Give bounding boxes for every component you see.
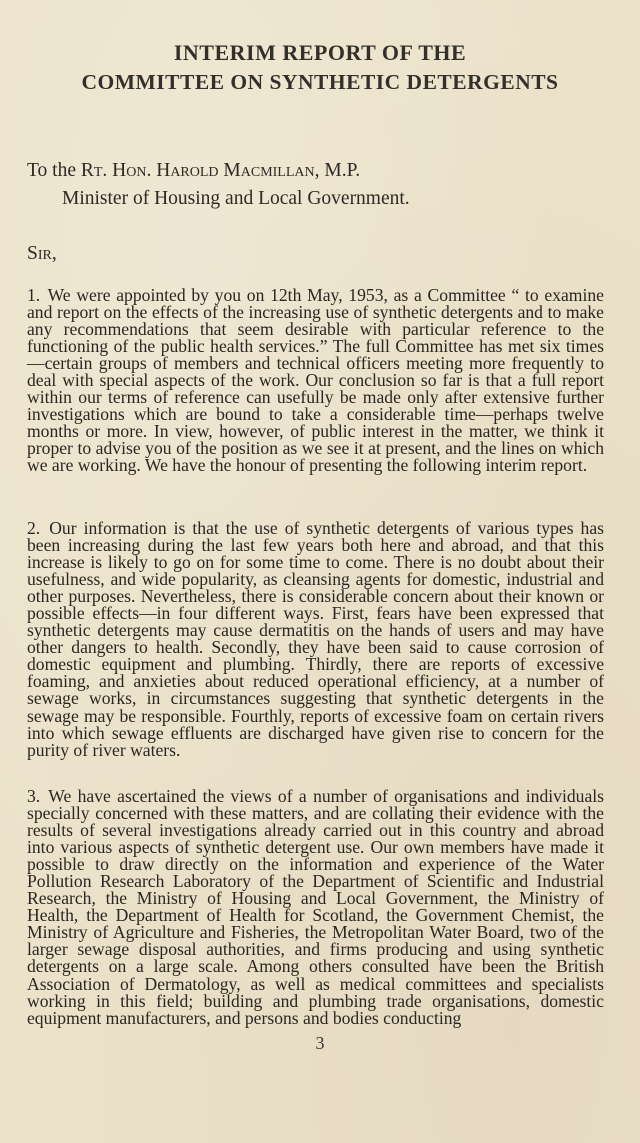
paragraph-1 [27, 287, 604, 475]
report-title-line-2: COMMITTEE ON SYNTHETIC DETERGENTS [81, 70, 559, 94]
paragraph-number: 2. [27, 518, 41, 538]
paragraph-text: We have ascertained the views of a number of organisations and individuals specially concerned with these matters, and are collating their evidence with the results of several investigations already carried out in this country and abroad into various aspects of synthetic detergent use. Our own members have made it possible to draw directly on the information and experience of the Water Pollution Research Laboratory of the Department of Scientific and Industrial Research, the Ministry of Housing and Local Government, the Ministry of Health, the Department of Health for Scotland, the Government Chemist, the Ministry of Agriculture and Fisheries, the Metropolitan Water Board, two of the larger sewage disposal authorities, and firms producing and using synthetic detergents on a large scale. Among others consulted have been the British Association of Dermatology, as well as medical committees and specialists working in this field; building and plumbing trade organisations, domestic equipment manufacturers, and persons and bodies conducting [27, 786, 604, 1028]
addressee-suffix: , M.P. [314, 160, 361, 181]
salutation-word: Sir [27, 243, 52, 264]
salutation [27, 243, 57, 265]
salutation-punct: , [51, 243, 57, 264]
addressee-position: Minister of Housing and Local Government. [62, 188, 410, 209]
paragraph-number: 3. [27, 786, 41, 806]
paragraph-text: We were appointed by you on 12th May, 1953, as a Committee “ to examine and report on the effects of the increasing use of synthetic detergents and to make any recommendations that seem desirable with particular reference to the functioning of the public health services.” The full Committee has met six times—certain groups of members and technical officers meeting more frequently to deal with special aspects of the work. Our conclusion so far is that a full report within our terms of reference can usefully be made only after extensive further investigations which are bound to take a considerable time—perhaps twelve months or more. In view, however, of public interest in the matter, we think it proper to advise you of the position as we see it at present, and the lines on which we are working. We have the honour of presenting the following interim report. [27, 285, 604, 476]
report-title-line-1: INTERIM REPORT OF THE [173, 40, 467, 65]
addressee-prefix: To the [27, 160, 81, 181]
page-number: 3 [315, 1033, 325, 1053]
paragraph-number: 1. [27, 285, 41, 305]
paragraph-text: Our information is that the use of synthetic detergents of various types has been increasing during the last few years both here and abroad, and that this increase is likely to go on for some time to come. There is no doubt about their usefulness, and wide popularity, as cleansing agents for domestic, industrial and other purposes. Nevertheless, there is considerable concern about their known or possible effects—in four different ways. First, fears have been expressed that synthetic detergents may cause dermatitis on the hands of users and may have other dangers to health. Secondly, they have been said to cause corrosion of domestic equipment and plumbing. Thirdly, there are reports of excessive foaming, and anxieties about reduced operational efficiency, at a number of sewage works, in circumstances suggesting that synthetic detergents in the sewage may be responsible. Fourthly, reports of excessive foam on certain rivers into which sewage effluents are discharged have given rise to concern for the purity of river waters. [27, 518, 604, 760]
addressee-line [27, 160, 360, 182]
paragraph-3 [27, 788, 604, 1027]
paragraph-2 [27, 520, 604, 759]
addressee-name: Rt. Hon. Harold Macmillan [80, 160, 315, 181]
